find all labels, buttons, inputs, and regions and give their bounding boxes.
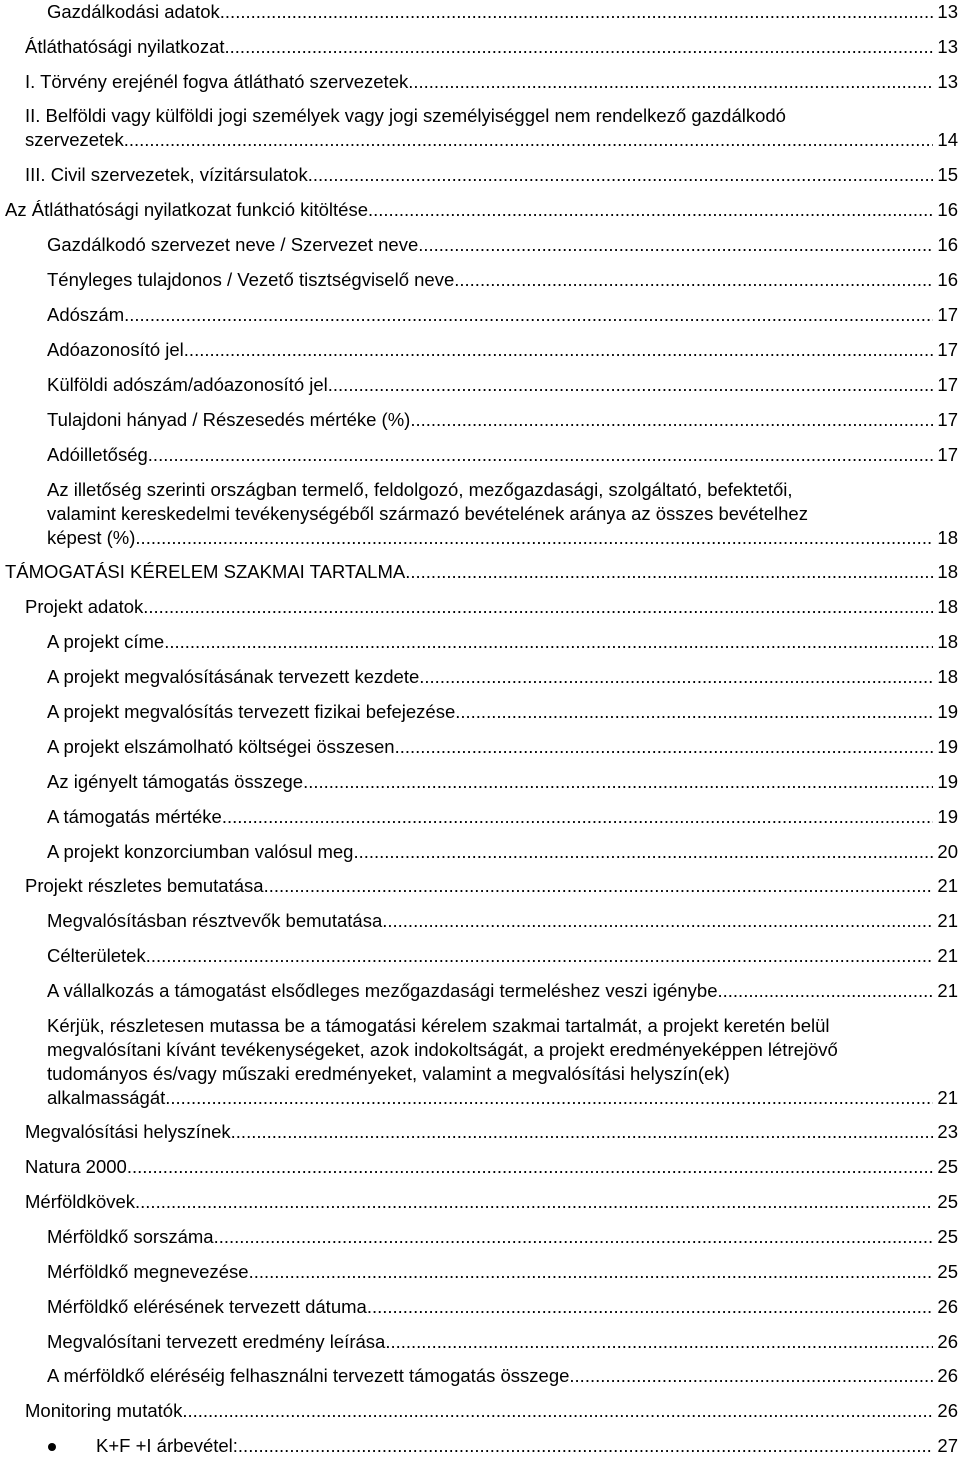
toc-entry-title: Az illetőség szerinti országban termelő, feldolgozó, mezőgazdasági, szolgáltató, befektetői,: [47, 479, 793, 500]
toc-entry-title: Adóilletőség: [47, 444, 148, 465]
toc-entry-title: Adószám: [47, 304, 125, 325]
dot-leader: [222, 805, 934, 829]
dot-leader: [569, 1364, 933, 1388]
toc-page-number: 26: [937, 1400, 958, 1421]
toc-entry-title: Megvalósítani tervezett eredmény leírása: [47, 1331, 386, 1352]
toc-entry-line: [47, 443, 958, 467]
dot-leader: [723, 979, 934, 1003]
dot-leader: [231, 1120, 934, 1144]
toc-entry-title: TÁMOGATÁSI KÉRELEM SZAKMAI TARTALMA: [5, 561, 406, 582]
dot-leader: [264, 874, 934, 898]
toc-page-number: 25: [937, 1191, 958, 1212]
toc-entry-line: [47, 944, 958, 968]
toc-entry-title: Monitoring mutatók: [25, 1400, 183, 1421]
toc-page-number: 18: [937, 631, 958, 652]
toc-entry-title: Külföldi adószám/adóazonosító jel: [47, 374, 328, 395]
toc-entry-title: Projekt részletes bemutatása: [25, 875, 264, 896]
toc-entry-title: megvalósítani kívánt tevékenységeket, azok indokoltságát, a projekt eredményeképpen létrejövő: [47, 1039, 838, 1060]
toc-entry-line: [47, 502, 958, 526]
toc-entry-line: [47, 1225, 958, 1249]
toc-page-number: 17: [937, 339, 958, 360]
toc-entry-line: [25, 1120, 958, 1144]
dot-leader: [238, 1434, 934, 1458]
dot-leader: [455, 700, 933, 724]
toc-page-number: 20: [937, 841, 958, 862]
toc-page-number: 19: [937, 736, 958, 757]
toc-page-number: 25: [937, 1156, 958, 1177]
toc-entry-line: [47, 979, 958, 1003]
toc-entry-title: Az igényelt támogatás összege: [47, 771, 304, 792]
toc-entry-line: [47, 1295, 958, 1319]
toc-entry-title: Mérföldkő sorszáma: [47, 1226, 214, 1247]
toc-entry-line: [47, 233, 958, 257]
toc-entry-title: Natura 2000: [25, 1156, 127, 1177]
toc-entry-line: [47, 805, 958, 829]
toc-entry-title: Mérföldkövek: [25, 1191, 136, 1212]
toc-entry-line: [47, 373, 958, 397]
toc-entry-line: [5, 198, 958, 222]
toc-entry-line: [25, 35, 958, 59]
toc-page-number: 16: [937, 199, 958, 220]
toc-entry-line: [25, 70, 958, 94]
toc-entry-title: Projekt adatok: [25, 596, 144, 617]
toc-entry-title: tudományos és/vagy műszaki eredményeket, valamint a megvalósítási helyszín(ek): [47, 1063, 730, 1084]
toc-page-number: 14: [937, 129, 958, 150]
toc-entry-line: [25, 163, 958, 187]
toc-entry-title: II. Belföldi vagy külföldi jogi személyek vagy jogi személyiséggel nem rendelkező gazdálkodó: [25, 105, 786, 126]
toc-page-number: 21: [937, 980, 958, 1001]
dot-leader: [382, 909, 933, 933]
toc-page-number: 26: [937, 1365, 958, 1386]
toc-entry-line: [47, 1364, 958, 1388]
toc-entry-line: [47, 0, 958, 24]
toc-entry-line: [25, 595, 958, 619]
dot-leader: [328, 373, 934, 397]
toc-page-number: 17: [937, 304, 958, 325]
dot-leader: [124, 303, 933, 327]
dot-leader: [148, 443, 934, 467]
toc-entry-title: III. Civil szervezetek, vízitársulatok: [25, 164, 308, 185]
toc-entry-title: Tulajdoni hányad / Részesedés mértéke (%): [47, 409, 411, 430]
toc-page-number: 25: [937, 1261, 958, 1282]
toc-entry-title: Célterületek: [47, 945, 146, 966]
toc-page-number: 25: [937, 1226, 958, 1247]
toc-entry-title: A projekt elszámolható költségei összesen: [47, 736, 395, 757]
toc-entry-line: [25, 1155, 958, 1179]
dot-leader: [303, 770, 933, 794]
toc-entry-line: [47, 700, 958, 724]
dot-leader: [308, 163, 934, 187]
toc-page-number: 13: [937, 1, 958, 22]
toc-entry-title: Gazdálkodási adatok: [47, 1, 220, 22]
toc-entry-title: Átláthatósági nyilatkozat: [25, 36, 225, 57]
toc-page-number: 21: [937, 945, 958, 966]
toc-entry-title: A támogatás mértéke: [47, 806, 222, 827]
toc-entry-line: [47, 1038, 958, 1062]
toc-entry-line: [5, 560, 958, 584]
dot-leader: [367, 1295, 934, 1319]
toc-page-number: 21: [937, 910, 958, 931]
toc-entry-line: [47, 338, 958, 362]
toc-entry-line: [47, 268, 958, 292]
toc-page-number: 26: [937, 1296, 958, 1317]
toc-entry-line: [25, 1399, 958, 1423]
toc-page-number: 18: [937, 561, 958, 582]
toc-entry-line: [47, 526, 958, 550]
toc-page-number: 23: [937, 1121, 958, 1142]
toc-entry-title: Gazdálkodó szervezet neve / Szervezet neve: [47, 234, 419, 255]
toc-entry-line: [47, 408, 958, 432]
dot-leader: [418, 233, 933, 257]
toc-entry-title: A projekt címe: [47, 631, 165, 652]
toc-entry-line: [25, 104, 958, 128]
toc-entry-title: Az Átláthatósági nyilatkozat funkció kitöltése: [5, 199, 368, 220]
dot-leader: [127, 1155, 934, 1179]
toc-page-number: 21: [937, 1087, 958, 1108]
toc-page-number: 19: [937, 701, 958, 722]
dot-leader: [164, 630, 933, 654]
toc-page-number: 17: [937, 409, 958, 430]
toc-entry-title: valamint kereskedelmi tevékenységéből származó bevételének aránya az összes bevételhez: [47, 503, 808, 524]
toc-page-number: 17: [937, 374, 958, 395]
toc-entry-line: [47, 478, 958, 502]
dot-leader: [408, 70, 933, 94]
dot-leader: [419, 665, 933, 689]
toc-entry-line: [25, 874, 958, 898]
dot-leader: [385, 1330, 933, 1354]
toc-entry-line: [47, 770, 958, 794]
toc-entry-title: I. Törvény erejénél fogva átlátható szervezetek: [25, 71, 409, 92]
toc-page-number: 17: [937, 444, 958, 465]
toc-entry-line: [47, 1330, 958, 1354]
toc-entry-title: A projekt konzorciumban valósul meg: [47, 841, 354, 862]
toc-page-number: 13: [937, 36, 958, 57]
toc-page-number: 21: [937, 875, 958, 896]
toc-entry-line: [25, 1190, 958, 1214]
toc-entry-line: [47, 630, 958, 654]
dot-leader: [170, 1086, 933, 1110]
toc-entry-title: Megvalósítási helyszínek: [25, 1121, 231, 1142]
dot-leader: [135, 526, 933, 550]
dot-leader: [220, 0, 934, 24]
toc-entry-line: [47, 1062, 958, 1086]
toc-page-number: 13: [937, 71, 958, 92]
dot-leader: [124, 128, 934, 152]
toc-entry-line: [47, 1086, 958, 1110]
dot-leader: [184, 338, 934, 362]
toc-entry-title: képest (%): [47, 527, 136, 548]
dot-leader: [135, 1190, 933, 1214]
toc-page-number: 18: [937, 666, 958, 687]
dot-leader: [405, 560, 933, 584]
toc-entry-line: [47, 303, 958, 327]
toc-entry-line: [47, 735, 958, 759]
toc-page-number: 16: [937, 269, 958, 290]
toc-entry-title: alkalmasságát.: [47, 1087, 171, 1108]
toc-entry-line: [47, 840, 958, 864]
toc-entry-title: Mérföldkő megnevezése: [47, 1261, 249, 1282]
dot-leader: [214, 1225, 934, 1249]
toc-entry-line: [25, 128, 958, 152]
toc-page-number: 18: [937, 527, 958, 548]
toc-entry-line: [47, 665, 958, 689]
toc-page-number: 27: [937, 1435, 958, 1456]
dot-leader: [410, 408, 933, 432]
toc-entry-line: [47, 909, 958, 933]
toc-page-number: 15: [937, 164, 958, 185]
toc-entry-title: Megvalósításban résztvevők bemutatása: [47, 910, 383, 931]
toc-entry-title: Kérjük, részletesen mutassa be a támogatási kérelem szakmai tartalmát, a projekt keretén belül: [47, 1015, 830, 1036]
dot-leader: [249, 1260, 934, 1284]
dot-leader: [368, 198, 933, 222]
dot-leader: [454, 268, 933, 292]
toc-entry-line: [96, 1434, 958, 1458]
toc-entry-title: Adóazonosító jel: [47, 339, 184, 360]
toc-entry-title: Mérföldkő elérésének tervezett dátuma: [47, 1296, 367, 1317]
toc-entry-line: [47, 1014, 958, 1038]
toc-page-number: 19: [937, 771, 958, 792]
toc-entry-title: A vállalkozás a támogatást elsődleges mezőgazdasági termeléshez veszi igénybe.: [47, 980, 723, 1001]
dot-leader: [395, 735, 934, 759]
dot-leader: [146, 944, 934, 968]
toc-entry-title: szervezetek: [25, 129, 124, 150]
dot-leader: [353, 840, 933, 864]
dot-leader: [225, 35, 934, 59]
toc-entry-line: [47, 1260, 958, 1284]
toc-page-number: 18: [937, 596, 958, 617]
toc-page-number: 19: [937, 806, 958, 827]
dot-leader: [143, 595, 933, 619]
toc-entry-title: K+F +I árbevétel:: [96, 1435, 238, 1456]
dot-leader: [182, 1399, 933, 1423]
toc-entry-title: A mérföldkő eléréséig felhasználni tervezett támogatás összege: [47, 1365, 570, 1386]
toc-entry-title: Tényleges tulajdonos / Vezető tisztségviselő neve: [47, 269, 455, 290]
bullet-icon: [48, 1443, 56, 1451]
toc-page-number: 16: [937, 234, 958, 255]
toc-entry-title: A projekt megvalósítás tervezett fizikai befejezése: [47, 701, 456, 722]
toc-page-number: 26: [937, 1331, 958, 1352]
toc-entry-title: A projekt megvalósításának tervezett kezdete: [47, 666, 420, 687]
